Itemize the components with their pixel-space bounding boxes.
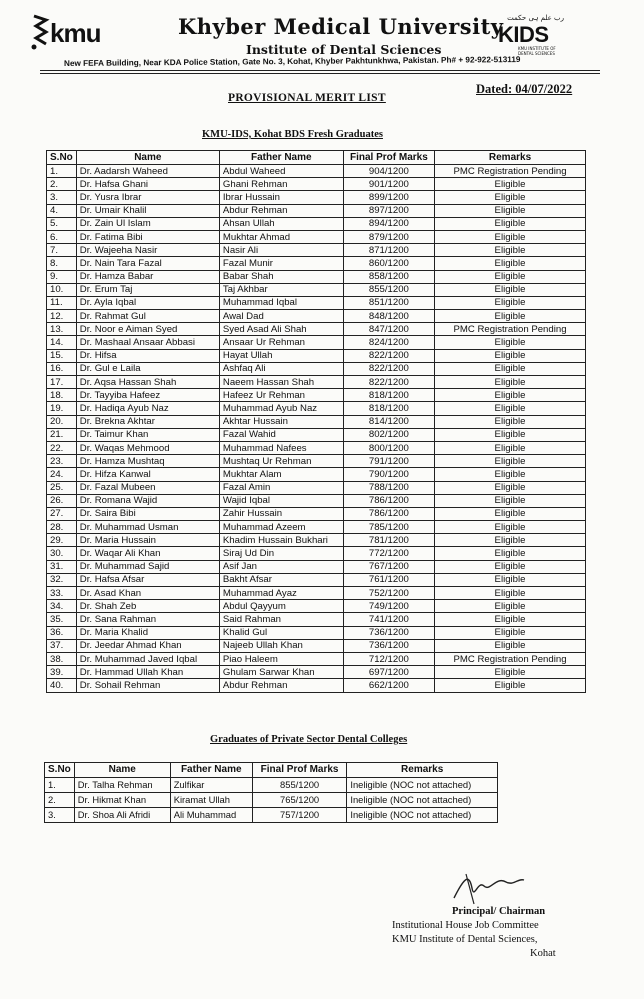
serial-cell: 35. bbox=[47, 613, 77, 626]
remarks-cell: Eligible bbox=[435, 362, 586, 375]
table-row bbox=[47, 270, 586, 283]
name-cell: Dr. Hikmat Khan bbox=[74, 793, 170, 808]
remarks-cell: Eligible bbox=[435, 283, 586, 296]
serial-cell: 26. bbox=[47, 494, 77, 507]
marks-cell: 848/1200 bbox=[343, 310, 434, 323]
marks-cell: 814/1200 bbox=[343, 415, 434, 428]
name-cell: Dr. Hifsa bbox=[76, 349, 219, 362]
name-cell: Dr. Aadarsh Waheed bbox=[76, 165, 219, 178]
serial-cell: 36. bbox=[47, 626, 77, 639]
remarks-cell: Eligible bbox=[435, 230, 586, 243]
name-cell: Dr. Hafsa Afsar bbox=[76, 573, 219, 586]
table-row bbox=[47, 521, 586, 534]
marks-cell: 765/1200 bbox=[252, 793, 347, 808]
marks-cell: 736/1200 bbox=[343, 626, 434, 639]
remarks-cell: Eligible bbox=[435, 455, 586, 468]
father-name-cell: Abdul Waheed bbox=[219, 165, 343, 178]
marks-cell: 855/1200 bbox=[252, 778, 347, 793]
private-table bbox=[44, 762, 498, 823]
serial-cell: 21. bbox=[47, 428, 77, 441]
serial-cell: 5. bbox=[47, 217, 77, 230]
table-row bbox=[47, 349, 586, 362]
table-row bbox=[47, 639, 586, 652]
father-name-cell: Wajid Iqbal bbox=[219, 494, 343, 507]
father-name-cell: Fazal Munir bbox=[219, 257, 343, 270]
name-cell: Dr. Zain Ul Islam bbox=[76, 217, 219, 230]
signature-scribble bbox=[444, 868, 534, 908]
table-row bbox=[45, 778, 498, 793]
name-cell: Dr. Asad Khan bbox=[76, 587, 219, 600]
column-header: Final Prof Marks bbox=[343, 151, 434, 165]
table-row bbox=[47, 534, 586, 547]
column-header: Final Prof Marks bbox=[252, 763, 347, 778]
table-row bbox=[47, 415, 586, 428]
remarks-cell: PMC Registration Pending bbox=[435, 652, 586, 665]
header-divider bbox=[40, 70, 600, 71]
remarks-cell: Eligible bbox=[435, 560, 586, 573]
father-name-cell: Bakht Afsar bbox=[219, 573, 343, 586]
serial-cell: 22. bbox=[47, 441, 77, 454]
serial-cell: 34. bbox=[47, 600, 77, 613]
remarks-cell: Eligible bbox=[435, 204, 586, 217]
serial-cell: 9. bbox=[47, 270, 77, 283]
father-name-cell: Abdul Qayyum bbox=[219, 600, 343, 613]
father-name-cell: Said Rahman bbox=[219, 613, 343, 626]
marks-cell: 822/1200 bbox=[343, 362, 434, 375]
table-row bbox=[47, 626, 586, 639]
name-cell: Dr. Tayyiba Hafeez bbox=[76, 389, 219, 402]
table-row bbox=[47, 310, 586, 323]
table-row bbox=[47, 244, 586, 257]
father-name-cell: Mukhtar Alam bbox=[219, 468, 343, 481]
marks-cell: 901/1200 bbox=[343, 178, 434, 191]
remarks-cell: Ineligible (NOC not attached) bbox=[347, 778, 498, 793]
marks-cell: 767/1200 bbox=[343, 560, 434, 573]
marks-cell: 818/1200 bbox=[343, 402, 434, 415]
serial-cell: 40. bbox=[47, 679, 77, 692]
marks-cell: 904/1200 bbox=[343, 165, 434, 178]
father-name-cell: Taj Akhbar bbox=[219, 283, 343, 296]
table-row bbox=[47, 679, 586, 692]
marks-cell: 741/1200 bbox=[343, 613, 434, 626]
name-cell: Dr. Ayla Iqbal bbox=[76, 296, 219, 309]
remarks-cell: Eligible bbox=[435, 547, 586, 560]
remarks-cell: Eligible bbox=[435, 296, 586, 309]
father-name-cell: Muhammad Iqbal bbox=[219, 296, 343, 309]
marks-cell: 871/1200 bbox=[343, 244, 434, 257]
serial-cell: 3. bbox=[45, 808, 75, 823]
table-row bbox=[47, 652, 586, 665]
father-name-cell: Fazal Wahid bbox=[219, 428, 343, 441]
remarks-cell: Eligible bbox=[435, 415, 586, 428]
name-cell: Dr. Hamza Babar bbox=[76, 270, 219, 283]
remarks-cell: Eligible bbox=[435, 666, 586, 679]
marks-cell: 822/1200 bbox=[343, 349, 434, 362]
remarks-cell: Eligible bbox=[435, 178, 586, 191]
kmu-emblem-icon bbox=[30, 14, 50, 50]
serial-cell: 13. bbox=[47, 323, 77, 336]
table-row bbox=[47, 402, 586, 415]
serial-cell: 2. bbox=[47, 178, 77, 191]
name-cell: Dr. Jeedar Ahmad Khan bbox=[76, 639, 219, 652]
remarks-cell: Eligible bbox=[435, 217, 586, 230]
serial-cell: 15. bbox=[47, 349, 77, 362]
table-row bbox=[47, 547, 586, 560]
table-row bbox=[47, 613, 586, 626]
marks-cell: 822/1200 bbox=[343, 376, 434, 389]
merit-table-header bbox=[47, 151, 586, 165]
name-cell: Dr. Maria Hussain bbox=[76, 534, 219, 547]
table-row bbox=[47, 283, 586, 296]
marks-cell: 855/1200 bbox=[343, 283, 434, 296]
name-cell: Dr. Romana Wajid bbox=[76, 494, 219, 507]
signature-institute: KMU Institute of Dental Sciences, bbox=[392, 934, 538, 945]
marks-cell: 791/1200 bbox=[343, 455, 434, 468]
remarks-cell: Eligible bbox=[435, 257, 586, 270]
name-cell: Dr. Yusra Ibrar bbox=[76, 191, 219, 204]
table-row bbox=[47, 494, 586, 507]
marks-cell: 757/1200 bbox=[252, 808, 347, 823]
serial-cell: 31. bbox=[47, 560, 77, 573]
remarks-cell: Eligible bbox=[435, 310, 586, 323]
remarks-cell: Eligible bbox=[435, 389, 586, 402]
father-name-cell: Abdur Rehman bbox=[219, 679, 343, 692]
name-cell: Dr. Maria Khalid bbox=[76, 626, 219, 639]
name-cell: Dr. Saira Bibi bbox=[76, 507, 219, 520]
kids-logo-text: KIDS bbox=[498, 22, 549, 47]
signature-title: Principal/ Chairman bbox=[452, 906, 546, 917]
name-cell: Dr. Muhammad Javed Iqbal bbox=[76, 652, 219, 665]
serial-cell: 19. bbox=[47, 402, 77, 415]
marks-cell: 860/1200 bbox=[343, 257, 434, 270]
serial-cell: 3. bbox=[47, 191, 77, 204]
remarks-cell: PMC Registration Pending bbox=[435, 165, 586, 178]
private-table-header bbox=[45, 763, 498, 778]
serial-cell: 25. bbox=[47, 481, 77, 494]
table-row bbox=[47, 389, 586, 402]
remarks-cell: Eligible bbox=[435, 244, 586, 257]
institute-name: Institute of Dental Sciences bbox=[246, 42, 442, 57]
remarks-cell: Ineligible (NOC not attached) bbox=[347, 808, 498, 823]
name-cell: Dr. Muhammad Usman bbox=[76, 521, 219, 534]
serial-cell: 30. bbox=[47, 547, 77, 560]
table-row bbox=[47, 468, 586, 481]
father-name-cell: Mushtaq Ur Rehman bbox=[219, 455, 343, 468]
father-name-cell: Ashfaq Ali bbox=[219, 362, 343, 375]
serial-cell: 17. bbox=[47, 376, 77, 389]
father-name-cell: Muhammad Azeem bbox=[219, 521, 343, 534]
name-cell: Dr. Shoa Ali Afridi bbox=[74, 808, 170, 823]
merit-table bbox=[46, 150, 586, 693]
table-row bbox=[47, 191, 586, 204]
serial-cell: 1. bbox=[47, 165, 77, 178]
marks-cell: 752/1200 bbox=[343, 587, 434, 600]
father-name-cell: Mukhtar Ahmad bbox=[219, 230, 343, 243]
marks-cell: 761/1200 bbox=[343, 573, 434, 586]
marks-cell: 818/1200 bbox=[343, 389, 434, 402]
name-cell: Dr. Talha Rehman bbox=[74, 778, 170, 793]
father-name-cell: Syed Asad Ali Shah bbox=[219, 323, 343, 336]
marks-cell: 824/1200 bbox=[343, 336, 434, 349]
father-name-cell: Khadim Hussain Bukhari bbox=[219, 534, 343, 547]
column-header: Father Name bbox=[170, 763, 252, 778]
serial-cell: 27. bbox=[47, 507, 77, 520]
table-row bbox=[45, 808, 498, 823]
name-cell: Dr. Waqas Mehmood bbox=[76, 441, 219, 454]
marks-cell: 781/1200 bbox=[343, 534, 434, 547]
kmu-logo-text: kmu bbox=[50, 18, 101, 48]
serial-cell: 23. bbox=[47, 455, 77, 468]
merit-table-body bbox=[47, 165, 586, 693]
page-title: PROVISIONAL MERIT LIST bbox=[228, 92, 386, 104]
name-cell: Dr. Umair Khalil bbox=[76, 204, 219, 217]
remarks-cell: Eligible bbox=[435, 402, 586, 415]
marks-cell: 772/1200 bbox=[343, 547, 434, 560]
father-name-cell: Abdur Rehman bbox=[219, 204, 343, 217]
father-name-cell: Awal Dad bbox=[219, 310, 343, 323]
father-name-cell: Siraj Ud Din bbox=[219, 547, 343, 560]
remarks-cell: Eligible bbox=[435, 270, 586, 283]
father-name-cell: Ghani Rehman bbox=[219, 178, 343, 191]
father-name-cell: Babar Shah bbox=[219, 270, 343, 283]
name-cell: Dr. Aqsa Hassan Shah bbox=[76, 376, 219, 389]
father-name-cell: Asif Jan bbox=[219, 560, 343, 573]
name-cell: Dr. Rahmat Gul bbox=[76, 310, 219, 323]
father-name-cell: Zahir Hussain bbox=[219, 507, 343, 520]
name-cell: Dr. Hifza Kanwal bbox=[76, 468, 219, 481]
marks-cell: 847/1200 bbox=[343, 323, 434, 336]
remarks-cell: PMC Registration Pending bbox=[435, 323, 586, 336]
serial-cell: 24. bbox=[47, 468, 77, 481]
name-cell: Dr. Hafsa Ghani bbox=[76, 178, 219, 191]
table-row bbox=[47, 296, 586, 309]
name-cell: Dr. Hammad Ullah Khan bbox=[76, 666, 219, 679]
kmu-logo bbox=[28, 12, 138, 52]
table-row bbox=[47, 441, 586, 454]
marks-cell: 788/1200 bbox=[343, 481, 434, 494]
marks-cell: 736/1200 bbox=[343, 639, 434, 652]
father-name-cell: Ali Muhammad bbox=[170, 808, 252, 823]
marks-cell: 749/1200 bbox=[343, 600, 434, 613]
address-line: New FEFA Building, Near KDA Police Station, Gate No. 3, Kohat, Khyber Pakhtunkhwa, Pakistan. Ph# + 92-922-513119 bbox=[64, 55, 521, 68]
serial-cell: 38. bbox=[47, 652, 77, 665]
remarks-cell: Eligible bbox=[435, 468, 586, 481]
serial-cell: 1. bbox=[45, 778, 75, 793]
table-subtitle: KMU-IDS, Kohat BDS Fresh Graduates bbox=[202, 129, 383, 140]
table-row bbox=[47, 600, 586, 613]
table-row bbox=[47, 481, 586, 494]
name-cell: Dr. Hamza Mushtaq bbox=[76, 455, 219, 468]
father-name-cell: Khalid Gul bbox=[219, 626, 343, 639]
remarks-cell: Eligible bbox=[435, 191, 586, 204]
name-cell: Dr. Muhammad Sajid bbox=[76, 560, 219, 573]
remarks-cell: Eligible bbox=[435, 587, 586, 600]
father-name-cell: Muhammad Ayub Naz bbox=[219, 402, 343, 415]
remarks-cell: Eligible bbox=[435, 349, 586, 362]
remarks-cell: Eligible bbox=[435, 521, 586, 534]
table-row bbox=[47, 165, 586, 178]
kids-logo bbox=[496, 14, 566, 54]
serial-cell: 20. bbox=[47, 415, 77, 428]
signature-city: Kohat bbox=[530, 948, 556, 959]
serial-cell: 18. bbox=[47, 389, 77, 402]
marks-cell: 899/1200 bbox=[343, 191, 434, 204]
table-row bbox=[47, 455, 586, 468]
table-row bbox=[47, 428, 586, 441]
serial-cell: 39. bbox=[47, 666, 77, 679]
name-cell: Dr. Sohail Rehman bbox=[76, 679, 219, 692]
remarks-cell: Eligible bbox=[435, 600, 586, 613]
table-row bbox=[47, 323, 586, 336]
father-name-cell: Zulfikar bbox=[170, 778, 252, 793]
name-cell: Dr. Hadiqa Ayub Naz bbox=[76, 402, 219, 415]
father-name-cell: Ahsan Ullah bbox=[219, 217, 343, 230]
name-cell: Dr. Erum Taj bbox=[76, 283, 219, 296]
table-row bbox=[47, 217, 586, 230]
father-name-cell: Muhammad Nafees bbox=[219, 441, 343, 454]
father-name-cell: Ghulam Sarwar Khan bbox=[219, 666, 343, 679]
table-row bbox=[47, 573, 586, 586]
marks-cell: 802/1200 bbox=[343, 428, 434, 441]
marks-cell: 785/1200 bbox=[343, 521, 434, 534]
marks-cell: 851/1200 bbox=[343, 296, 434, 309]
table-row bbox=[47, 362, 586, 375]
remarks-cell: Eligible bbox=[435, 626, 586, 639]
table-row bbox=[47, 587, 586, 600]
name-cell: Dr. Sana Rahman bbox=[76, 613, 219, 626]
remarks-cell: Eligible bbox=[435, 613, 586, 626]
father-name-cell: Nasir Ali bbox=[219, 244, 343, 257]
name-cell: Dr. Taimur Khan bbox=[76, 428, 219, 441]
name-cell: Dr. Gul e Laila bbox=[76, 362, 219, 375]
table-row bbox=[47, 257, 586, 270]
marks-cell: 800/1200 bbox=[343, 441, 434, 454]
father-name-cell: Hafeez Ur Rehman bbox=[219, 389, 343, 402]
father-name-cell: Fazal Amin bbox=[219, 481, 343, 494]
remarks-cell: Eligible bbox=[435, 441, 586, 454]
table-row bbox=[47, 178, 586, 191]
university-name: Khyber Medical University bbox=[178, 14, 504, 39]
table-row bbox=[47, 560, 586, 573]
table-row bbox=[47, 666, 586, 679]
marks-cell: 897/1200 bbox=[343, 204, 434, 217]
marks-cell: 790/1200 bbox=[343, 468, 434, 481]
column-header: Remarks bbox=[347, 763, 498, 778]
remarks-cell: Eligible bbox=[435, 639, 586, 652]
father-name-cell: Najeeb Ullah Khan bbox=[219, 639, 343, 652]
father-name-cell: Piao Haleem bbox=[219, 652, 343, 665]
remarks-cell: Eligible bbox=[435, 679, 586, 692]
father-name-cell: Kiramat Ullah bbox=[170, 793, 252, 808]
remarks-cell: Ineligible (NOC not attached) bbox=[347, 793, 498, 808]
father-name-cell: Ibrar Hussain bbox=[219, 191, 343, 204]
serial-cell: 8. bbox=[47, 257, 77, 270]
signature-committee: Institutional House Job Committee bbox=[392, 920, 539, 931]
private-section-title: Graduates of Private Sector Dental Colleges bbox=[210, 734, 408, 745]
dated-label: Dated: 04/07/2022 bbox=[476, 82, 573, 96]
kids-logo-subtitle: KMU INSTITUTE OF DENTAL SCIENCES bbox=[518, 46, 556, 56]
serial-cell: 10. bbox=[47, 283, 77, 296]
remarks-cell: Eligible bbox=[435, 534, 586, 547]
serial-cell: 29. bbox=[47, 534, 77, 547]
father-name-cell: Ansaar Ur Rehman bbox=[219, 336, 343, 349]
column-header: S.No bbox=[47, 151, 77, 165]
header-divider-thin bbox=[40, 73, 600, 74]
serial-cell: 28. bbox=[47, 521, 77, 534]
column-header: Name bbox=[74, 763, 170, 778]
table-row bbox=[47, 204, 586, 217]
marks-cell: 697/1200 bbox=[343, 666, 434, 679]
marks-cell: 858/1200 bbox=[343, 270, 434, 283]
serial-cell: 33. bbox=[47, 587, 77, 600]
table-row bbox=[47, 230, 586, 243]
table-row bbox=[47, 376, 586, 389]
marks-cell: 894/1200 bbox=[343, 217, 434, 230]
remarks-cell: Eligible bbox=[435, 376, 586, 389]
name-cell: Dr. Wajeeha Nasir bbox=[76, 244, 219, 257]
serial-cell: 4. bbox=[47, 204, 77, 217]
name-cell: Dr. Mashaal Ansaar Abbasi bbox=[76, 336, 219, 349]
serial-cell: 37. bbox=[47, 639, 77, 652]
father-name-cell: Muhammad Ayaz bbox=[219, 587, 343, 600]
remarks-cell: Eligible bbox=[435, 481, 586, 494]
remarks-cell: Eligible bbox=[435, 573, 586, 586]
serial-cell: 7. bbox=[47, 244, 77, 257]
kids-logo-urdu: رب علم ہی حکمت bbox=[507, 14, 564, 22]
serial-cell: 11. bbox=[47, 296, 77, 309]
name-cell: Dr. Brekna Akhtar bbox=[76, 415, 219, 428]
serial-cell: 14. bbox=[47, 336, 77, 349]
column-header: Remarks bbox=[435, 151, 586, 165]
serial-cell: 6. bbox=[47, 230, 77, 243]
father-name-cell: Naeem Hassan Shah bbox=[219, 376, 343, 389]
marks-cell: 662/1200 bbox=[343, 679, 434, 692]
name-cell: Dr. Shah Zeb bbox=[76, 600, 219, 613]
father-name-cell: Hayat Ullah bbox=[219, 349, 343, 362]
name-cell: Dr. Waqar Ali Khan bbox=[76, 547, 219, 560]
remarks-cell: Eligible bbox=[435, 494, 586, 507]
column-header: S.No bbox=[45, 763, 75, 778]
marks-cell: 786/1200 bbox=[343, 507, 434, 520]
serial-cell: 16. bbox=[47, 362, 77, 375]
serial-cell: 32. bbox=[47, 573, 77, 586]
name-cell: Dr. Nain Tara Fazal bbox=[76, 257, 219, 270]
marks-cell: 786/1200 bbox=[343, 494, 434, 507]
serial-cell: 12. bbox=[47, 310, 77, 323]
name-cell: Dr. Fazal Mubeen bbox=[76, 481, 219, 494]
name-cell: Dr. Fatima Bibi bbox=[76, 230, 219, 243]
column-header: Name bbox=[76, 151, 219, 165]
column-header: Father Name bbox=[219, 151, 343, 165]
remarks-cell: Eligible bbox=[435, 336, 586, 349]
father-name-cell: Akhtar Hussain bbox=[219, 415, 343, 428]
remarks-cell: Eligible bbox=[435, 428, 586, 441]
marks-cell: 712/1200 bbox=[343, 652, 434, 665]
table-row bbox=[47, 336, 586, 349]
marks-cell: 879/1200 bbox=[343, 230, 434, 243]
remarks-cell: Eligible bbox=[435, 507, 586, 520]
private-table-body bbox=[45, 778, 498, 823]
serial-cell: 2. bbox=[45, 793, 75, 808]
name-cell: Dr. Noor e Aiman Syed bbox=[76, 323, 219, 336]
table-row bbox=[45, 793, 498, 808]
table-row bbox=[47, 507, 586, 520]
